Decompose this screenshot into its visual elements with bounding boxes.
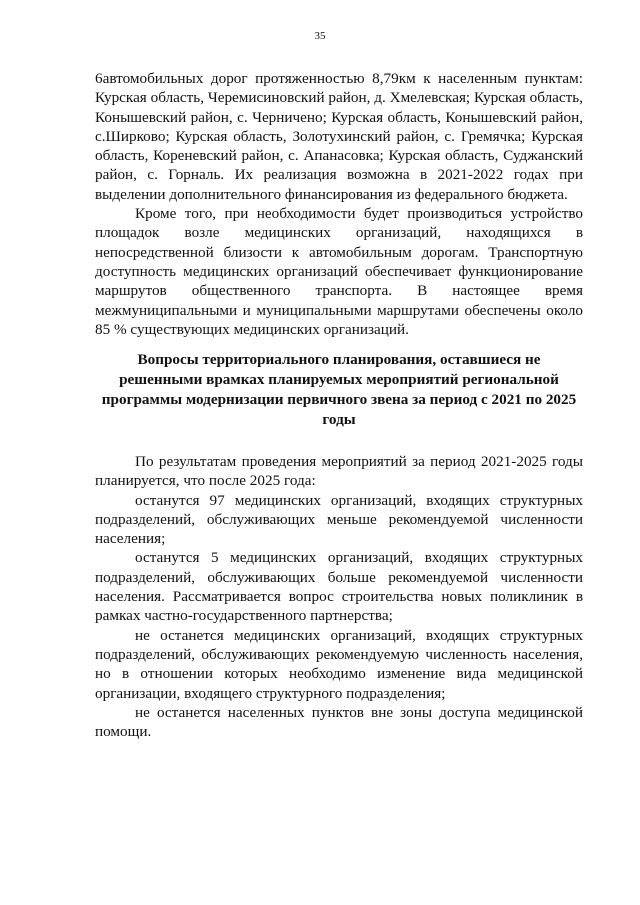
paragraph-item-97: останутся 97 медицинских организаций, входящих структурных подразделений, обслуживающих меньше рекомендуемой численности населения;	[95, 491, 583, 548]
paragraph-roads: 6автомобильных дорог протяженностью 8,79км к населенным пунктам: Курская область, Черемисиновский район, д. Хмелевская; Курская область, Конышевский район, с. Черничено; Курская область, Конышевский район, с.Ширково; Курская область, Золотухинский район, с. Гремячка; Курская область, Кореневский район, с. Апанасовка; Курская область, Суджанский район, с. Горналь. Их реализация возможна в 2021-2022 годах при выделении дополнительного финансирования из федерального бюджета.	[95, 70, 583, 203]
section-heading: Вопросы территориального планирования, оставшиеся не решенными врамках планируемых мероприятий региональной программы модернизации первичного звена за период с 2021 по 2025 годы	[101, 351, 577, 428]
bottom-text-block	[95, 452, 583, 741]
paragraph-transport: Кроме того, при необходимости будет производиться устройство площадок возле медицинских организаций, находящихся в непосредственной близости к автомобильным дорогам. Транспортную доступность медицинских организаций обеспечивает функционирование маршрутов общественного транспорта. В настоящее время межмуниципальными и муниципальными маршрутами обеспечены около 85 % существующих медицинских организаций.	[95, 205, 583, 338]
paragraph-results-intro: По результатам проведения мероприятий за период 2021-2025 годы планируется, что после 2025 года:	[95, 453, 583, 490]
paragraph-item-access: не останется населенных пунктов вне зоны доступа медицинской помощи.	[95, 703, 583, 741]
paragraph-item-none: не останется медицинских организаций, входящих структурных подразделений, обслуживающих рекомендуемую численность населения, но в отношении которых необходимо изменение вида медицинской организации, входящего структурного подразделения;	[95, 626, 583, 702]
page-number: 35	[314, 30, 326, 42]
paragraph-item-5: останутся 5 медицинских организаций, входящих структурных подразделений, обслуживающих больше рекомендуемой численности населения. Рассматривается вопрос строительства новых поликлиник в рамках частно-государственного партнерства;	[95, 549, 583, 625]
top-text-block	[95, 69, 583, 339]
